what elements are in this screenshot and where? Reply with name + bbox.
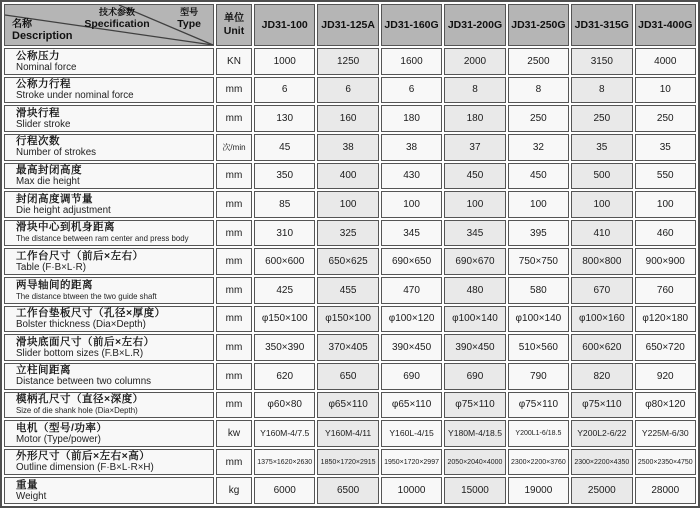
spec-value-cell: 6000 bbox=[254, 477, 315, 504]
header-row bbox=[4, 4, 696, 46]
row-label-en: Nominal force bbox=[16, 61, 77, 73]
row-unit: mm bbox=[216, 77, 252, 104]
spec-value-cell: 25000 bbox=[571, 477, 632, 504]
row-label-en: Slider bottom sizes (F.B×L.R) bbox=[16, 347, 144, 359]
table-row bbox=[4, 306, 696, 333]
spec-value-cell: 1250 bbox=[317, 48, 378, 75]
spec-value-cell: 395 bbox=[508, 220, 569, 247]
row-unit: mm bbox=[216, 248, 252, 275]
spec-value-cell: 2050×2040×4000 bbox=[444, 449, 505, 476]
spec-value-cell: 15000 bbox=[444, 477, 505, 504]
row-label-zh: 公称压力 bbox=[16, 49, 60, 62]
row-label-zh: 工作台垫板尺寸（孔径×厚度） bbox=[16, 307, 166, 320]
spec-value-cell: 350×390 bbox=[254, 334, 315, 361]
specification-label-zh: 技术参数 bbox=[98, 7, 135, 17]
spec-value-cell: 1950×1720×2997 bbox=[381, 449, 442, 476]
corner-label-description bbox=[12, 19, 73, 43]
spec-value-cell: 310 bbox=[254, 220, 315, 247]
table-row bbox=[4, 220, 696, 247]
spec-value-cell: 510×560 bbox=[508, 334, 569, 361]
row-label bbox=[4, 134, 214, 161]
spec-value-cell: 160 bbox=[317, 105, 378, 132]
table-row bbox=[4, 163, 696, 190]
spec-value-cell: φ100×140 bbox=[508, 306, 569, 333]
spec-value-cell: 790 bbox=[508, 363, 569, 390]
spec-value-cell: 180 bbox=[444, 105, 505, 132]
row-label bbox=[4, 477, 214, 504]
row-unit: mm bbox=[216, 163, 252, 190]
column-header-model: JD31-160G bbox=[381, 4, 442, 46]
table-row bbox=[4, 134, 696, 161]
spec-value-cell: 2500 bbox=[508, 48, 569, 75]
table-row bbox=[4, 277, 696, 304]
spec-value-cell: 480 bbox=[444, 277, 505, 304]
row-label bbox=[4, 248, 214, 275]
spec-value-cell: 690×650 bbox=[381, 248, 442, 275]
table-row bbox=[4, 48, 696, 75]
row-label bbox=[4, 306, 214, 333]
spec-value-cell: 28000 bbox=[635, 477, 696, 504]
spec-value-cell: φ75×110 bbox=[444, 392, 505, 419]
corner-label-type bbox=[177, 7, 201, 30]
spec-value-cell: 450 bbox=[444, 163, 505, 190]
table-row bbox=[4, 191, 696, 218]
spec-value-cell: Y160M-4/11 bbox=[317, 420, 378, 447]
unit-header-en: Unit bbox=[223, 25, 245, 37]
spec-value-cell: 100 bbox=[635, 191, 696, 218]
spec-value-cell: 550 bbox=[635, 163, 696, 190]
row-label-en: Distance between two columns bbox=[16, 376, 152, 388]
spec-value-cell: φ150×100 bbox=[254, 306, 315, 333]
row-label-zh: 滑块中心到机身距离 bbox=[16, 221, 115, 234]
spec-value-cell: 580 bbox=[508, 277, 569, 304]
spec-value-cell: 455 bbox=[317, 277, 378, 304]
spec-value-cell: 100 bbox=[571, 191, 632, 218]
spec-value-cell: 820 bbox=[571, 363, 632, 390]
row-label-en: The distance between ram center and press body bbox=[16, 234, 189, 244]
spec-value-cell: 600×620 bbox=[571, 334, 632, 361]
row-label-zh: 封闭高度调节量 bbox=[16, 192, 93, 205]
spec-value-cell: 920 bbox=[635, 363, 696, 390]
spec-value-cell: 85 bbox=[254, 191, 315, 218]
row-label-zh: 重量 bbox=[16, 478, 38, 491]
row-label bbox=[4, 392, 214, 419]
row-label-en: Motor (Type/power) bbox=[16, 433, 101, 445]
row-label-zh: 行程次数 bbox=[16, 135, 60, 148]
spec-value-cell: 650×625 bbox=[317, 248, 378, 275]
spec-value-cell: 180 bbox=[381, 105, 442, 132]
table-row bbox=[4, 392, 696, 419]
spec-value-cell: 650 bbox=[317, 363, 378, 390]
spec-value-cell: 130 bbox=[254, 105, 315, 132]
spec-value-cell: 100 bbox=[317, 191, 378, 218]
spec-value-cell: 900×900 bbox=[635, 248, 696, 275]
spec-value-cell: φ75×110 bbox=[508, 392, 569, 419]
row-label-zh: 工作台尺寸（前后×左右） bbox=[16, 249, 144, 262]
row-label-en: Max die height bbox=[16, 176, 80, 188]
row-label-zh: 立柱间距离 bbox=[16, 364, 71, 377]
spec-value-cell: φ100×120 bbox=[381, 306, 442, 333]
column-header-model: JD31-100 bbox=[254, 4, 315, 46]
spec-value-cell: 370×405 bbox=[317, 334, 378, 361]
spec-value-cell: 450 bbox=[508, 163, 569, 190]
spec-value-cell: 425 bbox=[254, 277, 315, 304]
spec-value-cell: Y225M-6/30 bbox=[635, 420, 696, 447]
spec-value-cell: 6 bbox=[254, 77, 315, 104]
table-row bbox=[4, 248, 696, 275]
spec-value-cell: 600×600 bbox=[254, 248, 315, 275]
spec-value-cell: 8 bbox=[444, 77, 505, 104]
row-label bbox=[4, 334, 214, 361]
row-label-en: Die height adjustment bbox=[16, 204, 111, 216]
row-unit: mm bbox=[216, 277, 252, 304]
spec-value-cell: 2500×2350×4750 bbox=[635, 449, 696, 476]
specification-label-en: Specification bbox=[84, 18, 150, 30]
spec-value-cell: Y200L2-6/22 bbox=[571, 420, 632, 447]
row-label-zh: 模柄孔尺寸（直径×深度） bbox=[16, 393, 144, 406]
spec-value-cell: 690×670 bbox=[444, 248, 505, 275]
spec-value-cell: 250 bbox=[508, 105, 569, 132]
row-label-zh: 最高封闭高度 bbox=[16, 164, 82, 177]
row-label-en: Slider stroke bbox=[16, 118, 71, 130]
spec-value-cell: 100 bbox=[444, 191, 505, 218]
spec-value-cell: 45 bbox=[254, 134, 315, 161]
spec-value-cell: Y180M-4/18.5 bbox=[444, 420, 505, 447]
column-header-model: JD31-315G bbox=[571, 4, 632, 46]
spec-value-cell: 500 bbox=[571, 163, 632, 190]
spec-value-cell: 250 bbox=[571, 105, 632, 132]
row-label bbox=[4, 420, 214, 447]
spec-value-cell: 3150 bbox=[571, 48, 632, 75]
row-unit: mm bbox=[216, 105, 252, 132]
row-label-en: Number of strokes bbox=[16, 147, 97, 159]
spec-value-cell: 345 bbox=[444, 220, 505, 247]
row-label bbox=[4, 105, 214, 132]
spec-value-cell: 470 bbox=[381, 277, 442, 304]
spec-value-cell: 650×720 bbox=[635, 334, 696, 361]
row-label-en: Outline dimension (F·B×L·R×H) bbox=[16, 462, 154, 474]
spec-value-cell: 1600 bbox=[381, 48, 442, 75]
spec-value-cell: 100 bbox=[381, 191, 442, 218]
table-row bbox=[4, 477, 696, 504]
row-label-en: Size of die shank hole (Dia×Depth) bbox=[16, 406, 138, 416]
row-label-en: The distance btween the two guide shaft bbox=[16, 291, 157, 301]
unit-header-zh: 单位 bbox=[224, 13, 244, 24]
row-label bbox=[4, 191, 214, 218]
row-label-zh: 滑块行程 bbox=[16, 106, 60, 119]
spec-value-cell: 8 bbox=[508, 77, 569, 104]
spec-value-cell: 37 bbox=[444, 134, 505, 161]
spec-value-cell: 325 bbox=[317, 220, 378, 247]
spec-value-cell: 38 bbox=[381, 134, 442, 161]
column-header-model: JD31-200G bbox=[444, 4, 505, 46]
spec-value-cell: 390×450 bbox=[381, 334, 442, 361]
spec-value-cell: 2000 bbox=[444, 48, 505, 75]
unit-column-header bbox=[216, 4, 252, 46]
row-label-en: Weight bbox=[16, 490, 47, 502]
row-label-en: Bolster thickness (Dia×Depth) bbox=[16, 319, 146, 331]
row-unit: KN bbox=[216, 48, 252, 75]
spec-value-cell: 10 bbox=[635, 77, 696, 104]
spec-value-cell: φ75×110 bbox=[571, 392, 632, 419]
row-label-zh: 公称力行程 bbox=[16, 78, 71, 91]
spec-value-cell: 100 bbox=[508, 191, 569, 218]
description-label-en: Description bbox=[12, 30, 73, 42]
spec-value-cell: 670 bbox=[571, 277, 632, 304]
spec-value-cell: 35 bbox=[571, 134, 632, 161]
spec-value-cell: 750×750 bbox=[508, 248, 569, 275]
spec-value-cell: 32 bbox=[508, 134, 569, 161]
spec-value-cell: 690 bbox=[444, 363, 505, 390]
row-unit: mm bbox=[216, 449, 252, 476]
spec-value-cell: 6 bbox=[381, 77, 442, 104]
corner-label-specification bbox=[57, 7, 177, 30]
row-unit: mm bbox=[216, 220, 252, 247]
spec-value-cell: φ80×120 bbox=[635, 392, 696, 419]
spec-value-cell: 1850×1720×2915 bbox=[317, 449, 378, 476]
row-label-zh: 外形尺寸（前后×左右×高） bbox=[16, 450, 151, 463]
table-row bbox=[4, 334, 696, 361]
type-label-zh: 型号 bbox=[180, 7, 199, 17]
row-label-zh: 滑块底面尺寸（前后×左右） bbox=[16, 335, 155, 348]
row-label bbox=[4, 163, 214, 190]
row-unit: mm bbox=[216, 363, 252, 390]
row-unit: kw bbox=[216, 420, 252, 447]
spec-value-cell: 4000 bbox=[635, 48, 696, 75]
spec-value-cell: 10000 bbox=[381, 477, 442, 504]
spec-value-cell: 410 bbox=[571, 220, 632, 247]
spec-value-cell: 760 bbox=[635, 277, 696, 304]
row-label bbox=[4, 363, 214, 390]
row-label bbox=[4, 77, 214, 104]
spec-value-cell: 620 bbox=[254, 363, 315, 390]
spec-value-cell: 800×800 bbox=[571, 248, 632, 275]
row-label-zh: 电机（型号/功率） bbox=[16, 421, 108, 434]
type-label-en: Type bbox=[177, 18, 201, 30]
row-label bbox=[4, 449, 214, 476]
spec-value-cell: φ150×100 bbox=[317, 306, 378, 333]
row-unit: mm bbox=[216, 334, 252, 361]
column-header-model: JD31-250G bbox=[508, 4, 569, 46]
table-row bbox=[4, 449, 696, 476]
spec-value-cell: φ65×110 bbox=[381, 392, 442, 419]
spec-value-cell: Y160L-4/15 bbox=[381, 420, 442, 447]
spec-value-cell: 250 bbox=[635, 105, 696, 132]
spec-value-cell: φ100×140 bbox=[444, 306, 505, 333]
column-header-model: JD31-125A bbox=[317, 4, 378, 46]
spec-value-cell: φ100×160 bbox=[571, 306, 632, 333]
spec-value-cell: Y160M-4/7.5 bbox=[254, 420, 315, 447]
corner-header-cell bbox=[4, 4, 214, 46]
spec-value-cell: 19000 bbox=[508, 477, 569, 504]
spec-value-cell: 6 bbox=[317, 77, 378, 104]
spec-value-cell: 2300×2200×3760 bbox=[508, 449, 569, 476]
spec-value-cell: 6500 bbox=[317, 477, 378, 504]
table-row bbox=[4, 420, 696, 447]
spec-value-cell: φ120×180 bbox=[635, 306, 696, 333]
spec-value-cell: Y200L1-6/18.5 bbox=[508, 420, 569, 447]
spec-value-cell: 400 bbox=[317, 163, 378, 190]
row-unit: kg bbox=[216, 477, 252, 504]
spec-value-cell: 35 bbox=[635, 134, 696, 161]
spec-value-cell: 38 bbox=[317, 134, 378, 161]
description-label-zh: 名称 bbox=[12, 19, 32, 30]
spec-value-cell: 8 bbox=[571, 77, 632, 104]
table-row bbox=[4, 363, 696, 390]
spec-value-cell: 690 bbox=[381, 363, 442, 390]
row-unit: 次/min bbox=[216, 134, 252, 161]
row-label-en: Table (F·B×L·R) bbox=[16, 261, 86, 273]
row-label-en: Stroke under nominal force bbox=[16, 90, 134, 102]
row-label bbox=[4, 220, 214, 247]
row-unit: mm bbox=[216, 392, 252, 419]
row-label bbox=[4, 277, 214, 304]
row-label bbox=[4, 48, 214, 75]
spec-value-cell: 460 bbox=[635, 220, 696, 247]
spec-value-cell: 1375×1620×2630 bbox=[254, 449, 315, 476]
spec-value-cell: 430 bbox=[381, 163, 442, 190]
column-header-model: JD31-400G bbox=[635, 4, 696, 46]
row-unit: mm bbox=[216, 306, 252, 333]
table-row bbox=[4, 77, 696, 104]
row-label-zh: 两导轴间的距离 bbox=[16, 278, 93, 291]
spec-value-cell: 390×450 bbox=[444, 334, 505, 361]
spec-value-cell: φ60×80 bbox=[254, 392, 315, 419]
spec-value-cell: 350 bbox=[254, 163, 315, 190]
spec-value-cell: 1000 bbox=[254, 48, 315, 75]
row-unit: mm bbox=[216, 191, 252, 218]
spec-value-cell: 345 bbox=[381, 220, 442, 247]
spec-value-cell: 2300×2200×4350 bbox=[571, 449, 632, 476]
spec-value-cell: φ65×110 bbox=[317, 392, 378, 419]
table-row bbox=[4, 105, 696, 132]
